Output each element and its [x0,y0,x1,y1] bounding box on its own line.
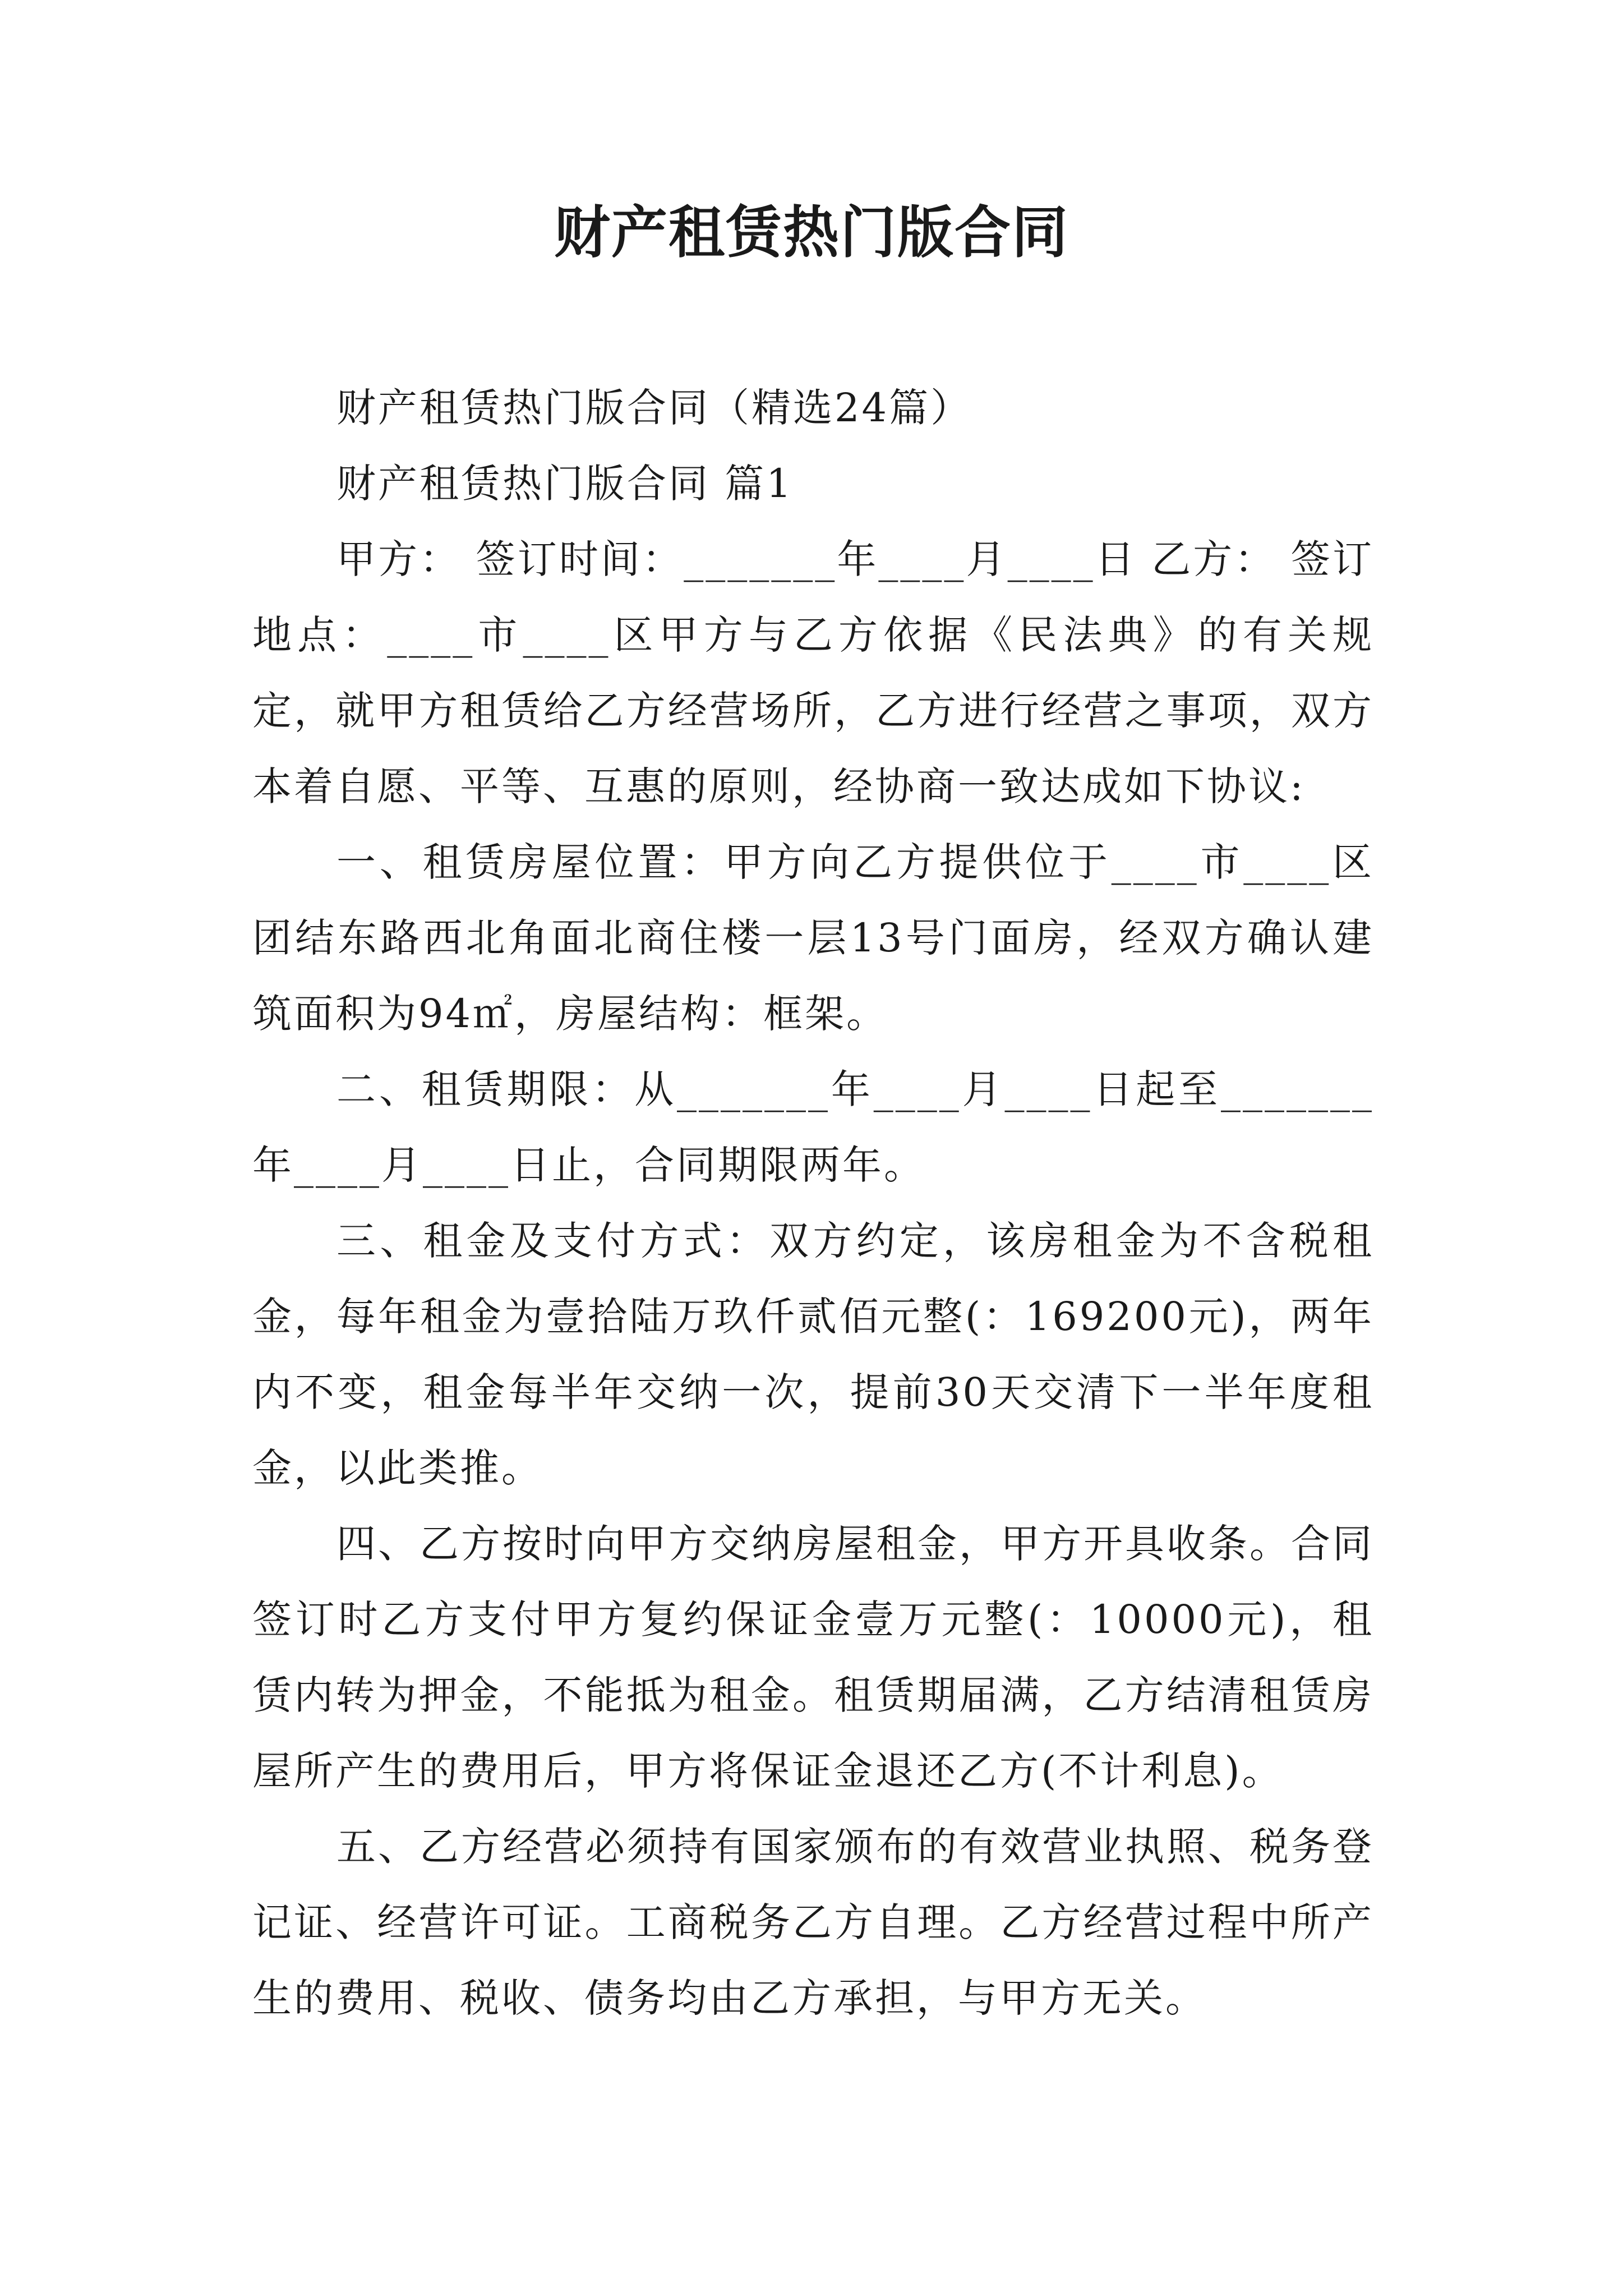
clause-5-paragraph: 五、乙方经营必须持有国家颁布的有效营业执照、税务登记证、经营许可证。工商税务乙方自理。乙方经营过程中所产生的费用、税收、债务均由乙方承担，与甲方无关。 [252,1824,1374,2021]
subtitle-paragraph: 财产租赁热门版合同（精选24篇） [336,385,972,431]
page-title: 财产租赁热门版合同 [554,200,1069,265]
section-heading: 财产租赁热门版合同 篇1 [336,461,794,507]
clause-3-paragraph: 三、租金及支付方式：双方约定，该房租金为不含税租金，每年租金为壹拾陆万玖仟贰佰元整(：169200元)，两年内不变，租金每半年交纳一次，提前30天交清下一半年度租金，以此类推。 [252,1218,1374,1491]
preamble-paragraph: 甲方： 签订时间：_______年____月____日 乙方： 签订地点：____市____区甲方与乙方依据《民法典》的有关规定，就甲方租赁给乙方经营场所，乙方进行经营之事项，双方本着自愿、平等、互惠的原则，经协商一致达成如下协议: [252,536,1374,809]
document-body [252,370,1374,2036]
clause-2-paragraph: 二、租赁期限：从_______年____月____日起至_______年____月____日止，合同期限两年。 [252,1066,1374,1188]
clause-4-paragraph: 四、乙方按时向甲方交纳房屋租金，甲方开具收条。合同签订时乙方支付甲方复约保证金壹万元整(：10000元)，租赁内转为押金，不能抵为租金。租赁期届满，乙方结清租赁房屋所产生的费用后，甲方将保证金退还乙方(不计利息)。 [252,1521,1374,1794]
clause-1-paragraph: 一、租赁房屋位置：甲方向乙方提供位于____市____区团结东路西北角面北商住楼一层13号门面房，经双方确认建筑面积为94㎡，房屋结构：框架。 [252,839,1374,1037]
